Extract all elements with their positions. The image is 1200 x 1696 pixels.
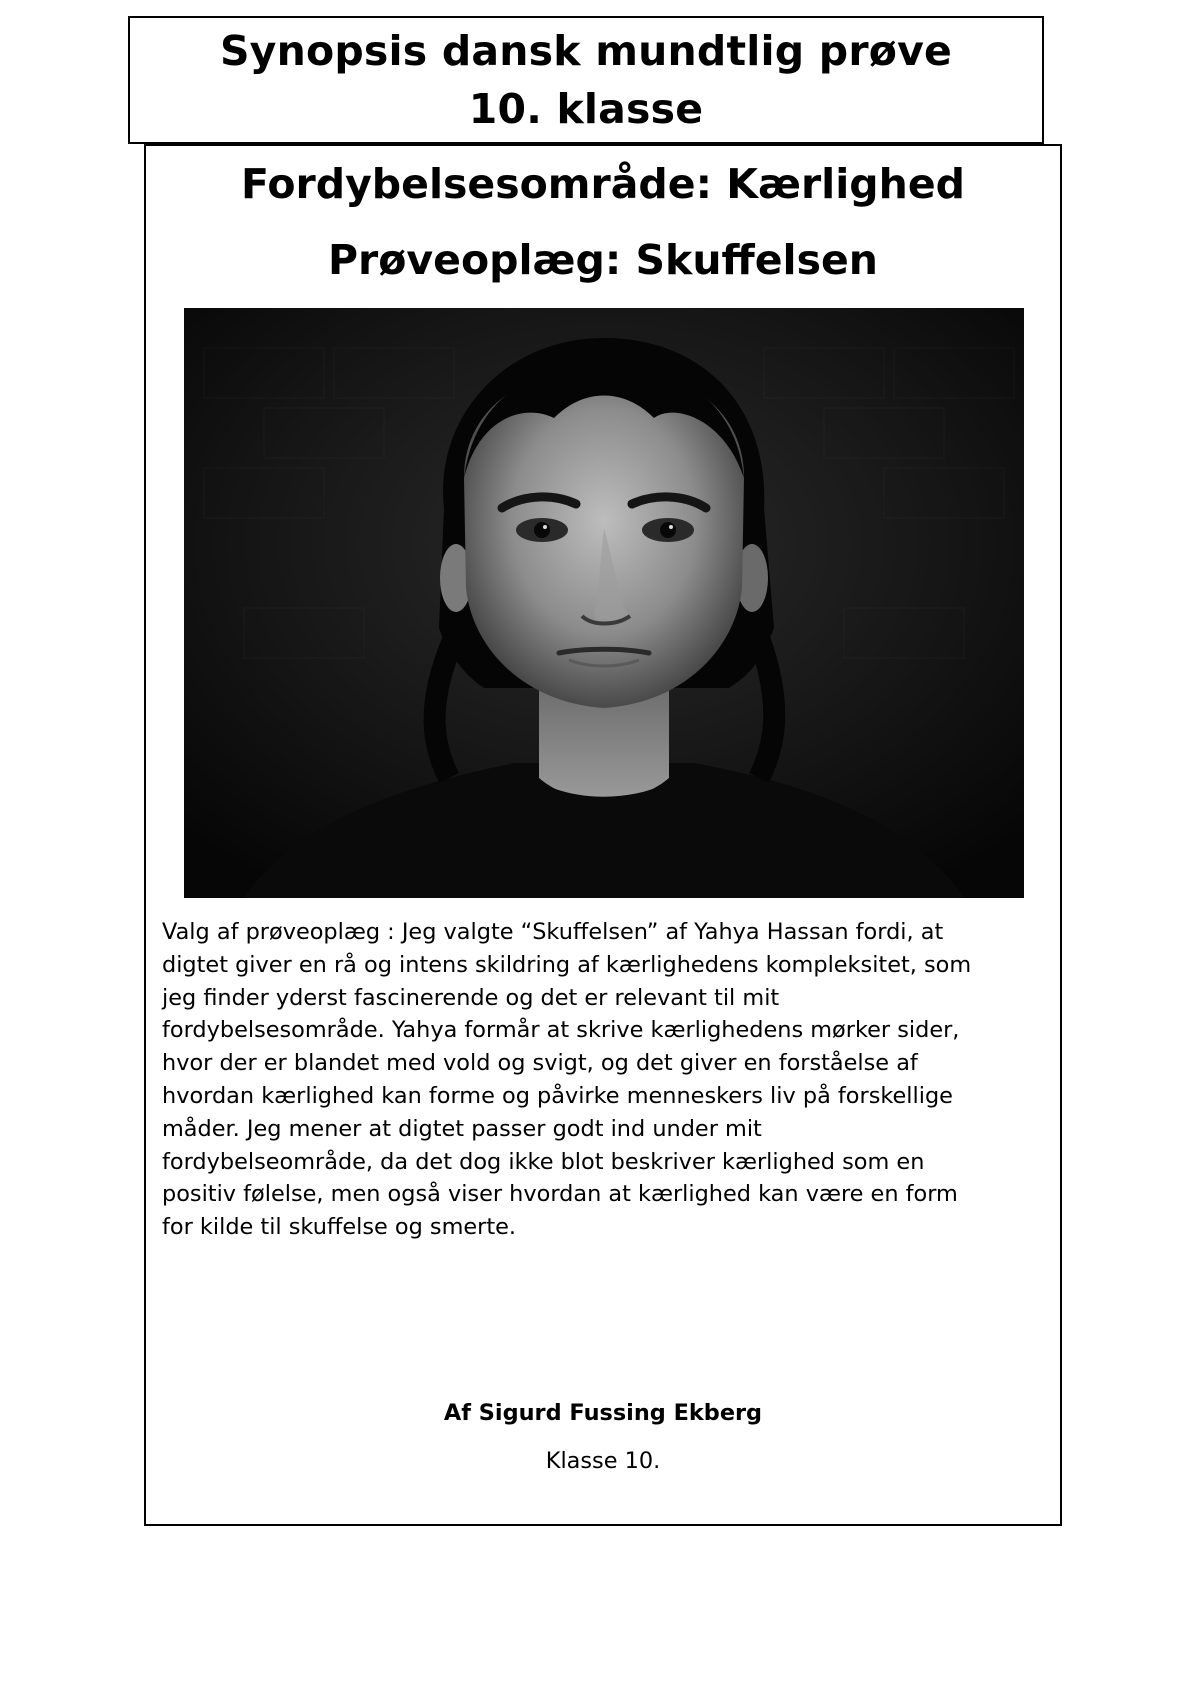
focus-area-heading: Fordybelsesområde: Kærlighed: [241, 160, 965, 208]
content-frame: [144, 144, 1062, 1526]
title-box: [128, 16, 1044, 144]
document-title: Synopsis dansk mundtlig prøve: [219, 27, 953, 75]
class-label: Klasse 10.: [545, 1448, 661, 1474]
author-name: Af Sigurd Fussing Ekberg: [443, 1400, 763, 1426]
prompt-choice-paragraph: Valg af prøveoplæg : Jeg valgte “Skuffelsen” af Yahya Hassan fordi, at digtet giver en rå og intens skildring af kærlighedens kompleksitet, som jeg finder yderst fascinerende og det er relevant til mit fordybelsesområde. Yahya formår at skrive kærlighedens mørker sider, hvor der er blandet med vold og svigt, og det giver en forståelse af hvordan kærlighed kan forme og påvirke menneskers liv på forskellige måder. Jeg mener at digtet passer godt ind under mit fordybelseområde, da det dog ikke blot beskriver kærlighed som en positiv følelse, men også viser hvordan at kærlighed kan være en form for kilde til skuffelse og smerte.: [162, 919, 972, 1241]
portrait-illustration: [184, 308, 1024, 898]
exam-prompt-heading: Prøveoplæg: Skuffelsen: [328, 236, 878, 284]
document-subtitle: 10. klasse: [468, 85, 704, 133]
portrait-photo: [184, 308, 1024, 898]
